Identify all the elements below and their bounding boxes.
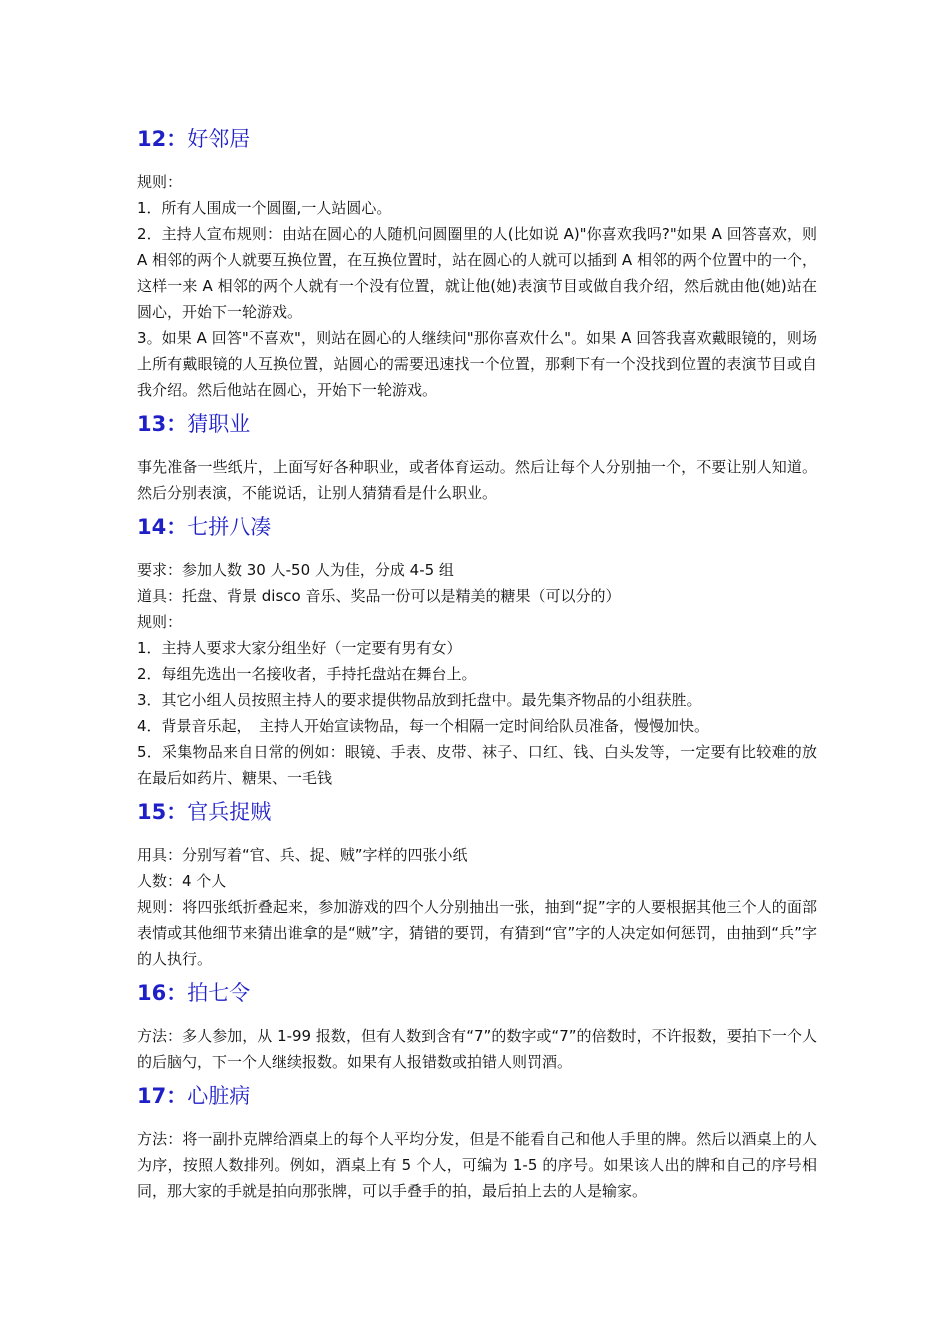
paragraph: 人数：4 个人 <box>137 872 227 890</box>
paragraph: 事先准备一些纸片，上面写好各种职业，或者体育运动。然后让每个人分别抽一个，不要让别人知道。然后分别表演，不能说话，让别人猜猜看是什么职业。 <box>137 458 817 502</box>
section-17 <box>137 1081 817 1204</box>
paragraph: 要求：参加人数 30 人-50 人为佳，分成 4-5 组 <box>137 561 454 579</box>
section-title: 猜职业 <box>187 412 251 436</box>
document-page <box>137 124 817 1204</box>
section-number: 13： <box>137 412 188 436</box>
section-number: 15： <box>137 800 188 824</box>
section-heading <box>137 1081 817 1111</box>
section-heading <box>137 124 817 154</box>
paragraph: 4．背景音乐起， 主持人开始宣读物品，每一个相隔一定时间给队员准备，慢慢加快。 <box>137 717 710 735</box>
section-number: 17： <box>137 1084 188 1108</box>
section-15 <box>137 797 817 972</box>
section-title: 拍七令 <box>187 981 251 1005</box>
section-heading <box>137 978 817 1008</box>
section-heading <box>137 797 817 827</box>
paragraph: 规则： <box>137 613 183 631</box>
section-14 <box>137 512 817 791</box>
paragraph: 方法：多人参加，从 1-99 报数，但有人数到含有“7”的数字或“7”的倍数时，不许报数，要拍下一个人的后脑勺，下一个人继续报数。如果有人报错数或拍错人则罚酒。 <box>137 1027 817 1071</box>
paragraph: 5．采集物品来自日常的例如：眼镜、手表、皮带、袜子、口红、钱、白头发等，一定要有比较难的放在最后如药片、糖果、一毛钱 <box>137 743 817 787</box>
section-16 <box>137 978 817 1075</box>
section-title: 官兵捉贼 <box>187 800 272 824</box>
section-heading <box>137 512 817 542</box>
paragraph: 3．其它小组人员按照主持人的要求提供物品放到托盘中。最先集齐物品的小组获胜。 <box>137 691 702 709</box>
paragraph: 2．主持人宣布规则：由站在圆心的人随机问圆圈里的人(比如说 A)"你喜欢我吗?"如果 A 回答喜欢，则 A 相邻的两个人就要互换位置，在互换位置时，站在圆心的人就可以插到 A 相邻的两个位置中的一个，这样一来 A 相邻的两个人就有一个没有位置，就让他(她)表演节目或做自我介绍，然后就由他(她)站在圆心，开始下一轮游戏。 <box>137 225 817 321</box>
paragraph: 2．每组先选出一名接收者，手持托盘站在舞台上。 <box>137 665 477 683</box>
section-13 <box>137 409 817 506</box>
section-title: 七拼八凑 <box>187 515 272 539</box>
section-number: 16： <box>137 981 188 1005</box>
paragraph: 用具：分别写着“官、兵、捉、贼”字样的四张小纸 <box>137 846 468 864</box>
section-number: 12： <box>137 127 188 151</box>
paragraph: 道具：托盘、背景 disco 音乐、奖品一份可以是精美的糖果（可以分的） <box>137 587 621 605</box>
paragraph: 1．主持人要求大家分组坐好（一定要有男有女） <box>137 639 462 657</box>
section-heading <box>137 409 817 439</box>
section-12 <box>137 124 817 403</box>
section-title: 好邻居 <box>187 127 251 151</box>
paragraph: 1．所有人围成一个圆圈,一人站圆心。 <box>137 199 392 217</box>
section-number: 14： <box>137 515 188 539</box>
paragraph: 3。如果 A 回答"不喜欢"，则站在圆心的人继续问"那你喜欢什么"。如果 A 回答我喜欢戴眼镜的，则场上所有戴眼镜的人互换位置，站圆心的需要迅速找一个位置，那剩下有一个没找到位置的表演节目或自我介绍。然后他站在圆心，开始下一轮游戏。 <box>137 329 817 399</box>
section-title: 心脏病 <box>187 1084 251 1108</box>
paragraph: 规则： <box>137 173 183 191</box>
paragraph: 方法：将一副扑克牌给酒桌上的每个人平均分发，但是不能看自己和他人手里的牌。然后以酒桌上的人为序，按照人数排列。例如，酒桌上有 5 个人，可编为 1-5 的序号。如果该人出的牌和自己的序号相同，那大家的手就是拍向那张牌，可以手叠手的拍，最后拍上去的人是输家。 <box>137 1130 817 1200</box>
paragraph: 规则：将四张纸折叠起来，参加游戏的四个人分别抽出一张，抽到“捉”字的人要根据其他三个人的面部表情或其他细节来猜出谁拿的是“贼”字，猜错的要罚，有猜到“官”字的人决定如何惩罚，由抽到“兵”字的人执行。 <box>137 898 817 968</box>
